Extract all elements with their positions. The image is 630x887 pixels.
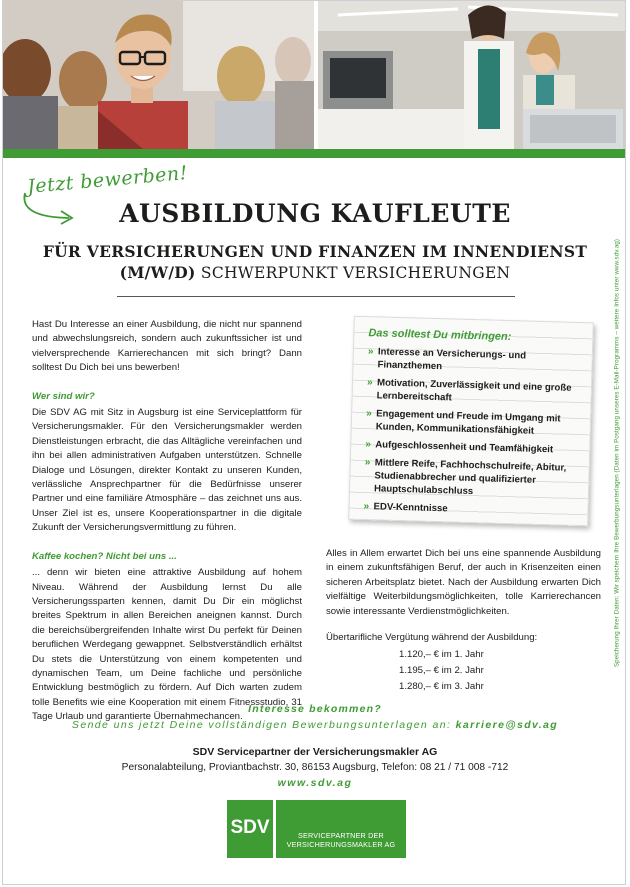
left-column [32, 318, 302, 739]
bullet-icon: » [366, 408, 372, 420]
header-accent-bar [3, 149, 626, 158]
summary-paragraph: Alles in Allem erwartet Dich bei uns eine spannende Ausbildung in einem zukunftsfähigen Beruf, der auch in Krisenzeiten einen sicheren Arbeitsplatz bietet. Nach der Ausbildung erwarten Dich vielfältige Weiterbildungsmöglichkeiten, tolle Karrierechancen sowie interessante Verdienstmöglichkeiten. [326, 548, 601, 617]
website-link[interactable]: www.sdv.ag [277, 777, 353, 789]
job-subtitle-line1: FÜR VERSICHERUNGEN UND FINANZEN IM INNENDIENST [42, 242, 588, 261]
cta-text: Sende uns jetzt Deine vollständigen Bewerbungsunterlagen an: karriere@sdv.ag [71, 719, 559, 731]
pay-intro: Übertarifliche Vergütung während der Ausbildung: [326, 632, 538, 644]
right-column [326, 547, 601, 695]
pay-year-1: 1.120,– € im 1. Jahr [399, 649, 484, 661]
requirement-item: » Motivation, Zuverlässigkeit und eine große Lernbereitschaft [366, 377, 572, 404]
pay-year-2: 1.195,– € im 2. Jahr [399, 665, 484, 677]
requirement-item: » Interesse an Versicherungs- und Finanzthemen [367, 346, 527, 373]
requirements-note [348, 316, 594, 527]
bullet-icon: » [364, 457, 371, 469]
bullet-icon: » [365, 439, 372, 451]
header-photo-trainees [3, 1, 314, 149]
requirement-item: » Mittlere Reife, Fachhochschulreife, Abitur, Studienabbrecher und qualifizierter Hauptschulabschluss [364, 457, 567, 498]
page-title: AUSBILDUNG KAUFLEUTE [119, 199, 511, 228]
job-subtitle-line2 [3, 263, 626, 282]
company-name: SDV Servicepartner der Versicherungsmakler AG [192, 746, 438, 758]
training-paragraph: ... denn wir bieten eine attraktive Ausbildung auf hohem Niveau. Während der Ausbildung lernst Du alle Versicherungssparten kennen, damit Du Dir ein möglichst breites Spektrum in allen Bereichen aneignen kannst. Durch die bereichsübergreifenden Inhalte wirst Du perfekt für Deinen beruflichen Werdegang gewappnet. Selbstverständlich erhältst Du stets die Unterstützung von einem kompetenten und dynamischen Team, um Deine fachliche und persönliche Entwicklung bestmöglich zu fördern. Auf Dich warten zudem tolle Benefits wie eine Kooperation mit einem Fitnessstudio, 31 Tage Urlaub und garantierte Übernahmechancen. [32, 567, 302, 723]
section-heading-training: Kaffee kochen? Nicht bei uns ... [32, 550, 177, 562]
cta-heading: Interesse bekommen? [248, 703, 382, 715]
company-address: Personalabteilung, Proviantbachstr. 30, 86153 Augsburg, Telefon: 08 21 / 71 008 -712 [121, 762, 509, 773]
email-link[interactable]: karriere@sdv.ag [455, 719, 559, 731]
logo-tagline: SERVICEPARTNER DER VERSICHERUNGSMAKLER AG [276, 800, 406, 858]
requirement-item: » Engagement und Freude im Umgang mit Kunden, Kommunikationsfähigkeit [366, 408, 561, 437]
focus-area: SCHWERPUNKT VERSICHERUNGEN [195, 264, 511, 282]
about-paragraph: Die SDV AG mit Sitz in Augsburg ist eine Serviceplattform für Versicherungsmakler. Für den Versicherungsmakler werden Dienstleistungen erbracht, die das Alltägliche vereinfachen und ihn bei allen administrativen Aufgaben unterstützen. Schnelle Dialoge und Lösungen, direkter Kontakt zu unseren Kunden, verlässliche Ansprechpartner für die Bedürfnisse unserer Partner und eine familiäre Atmosphäre – das zeichnet uns aus. Unser Ziel ist es, unsere Kooperationspartner in die digitale Zukunft der Versicherungsvermittlung zu führen. [32, 407, 302, 534]
bullet-icon: » [363, 501, 370, 513]
requirement-item: » Aufgeschlossenheit und Teamfähigkeit [365, 439, 554, 456]
title-divider [117, 296, 515, 297]
intro-paragraph: Hast Du Interesse an einer Ausbildung, die nicht nur spannend und abwechslungsreich, sondern auch zukunftssicher ist und vielversprechende Karrierechancen mit sich bringt? Dann solltest Du Dich bei uns bewerben! [32, 319, 302, 374]
requirement-item: » EDV-Kenntnisse [363, 501, 448, 515]
bullet-icon: » [367, 346, 374, 358]
requirements-heading: Das solltest Du mitbringen: [368, 327, 512, 344]
bullet-icon: » [366, 377, 373, 389]
apply-now-tagline: Jetzt bewerben! [26, 162, 189, 198]
trainees-illustration [3, 1, 314, 149]
gender-note: (M/W/D) [119, 263, 196, 282]
sdv-logo: SDV [227, 800, 273, 858]
job-ad-flyer: Jetzt bewerben! AUSBILDUNG KAUFLEUTE FÜR VERSICHERUNGEN UND FINANZEN IM INNENDIENST (M/W/D) SCHWERPUNKT VERSICHERUNGEN Hast Du Interesse an einer Ausbildung, die nicht nur spannend und abwechslungsreich, sondern auch zukunftssicher ist und vielversprechende Karrierechancen mit sich bringt? Dann solltest Du Dich bei uns bewerben! Wer sind wir? Die SDV AG mit Sitz in Augsburg ist eine Serviceplattform für Versicherungsmakler. Für den Versicherungsmakler werden Dienstleistungen erbracht, die das Alltägliche vereinfachen und ihn bei allen administrativen Aufgaben unterstützen. Schnelle Dialoge und Lösungen, direkter Kontakt zu unseren Kunden, verlässliche Ansprechpartner für die Bedürfnisse unserer Partner und eine familiäre Atmosphäre – das zeichnet uns aus. Unser Ziel ist es, unsere Kooperationspartner in die digitale Zukunft der Versicherungsvermittlung zu führen. Kaffee kochen? Nicht bei uns ... ... denn wir bieten eine attraktive Ausbildung auf hohem Niveau. Während der Ausbildung lernst Du alle Versicherungssparten kennen, damit Du Dir ein möglichst breites Spektrum in allen Bereichen aneignen kannst. Durch die bereichsübergreifenden Inhalte wirst Du perfekt für Deinen beruflichen Werdegang gewappnet. Selbstverständlich erhältst Du stets die Unterstützung von einem kompetenten und dynamischen Team, um Deine fachliche und persönliche Entwicklung bestmöglich zu fördern. Auf Dich warten zudem tolle Benefits wie eine Kooperation mit einem Fitnessstudio, 31 Tage Urlaub und garantierte Übernahmechancen. Das solltest Du mitbringen: » Interesse an Versicherungs- und Finanzthemen » Motivation, Zuverlässigkeit und eine große Lernbereitschaft » Engagement und Freude im Umgang mit Kunden, Kommunikationsfähigkeit » Aufgeschlossenheit und Teamfähigkeit » Mittlere Reife, Fachhochschulreife, Abitur, Studienabbrecher und qualifizierter Hauptschulabschluss » EDV-Kenntnisse Alles in Allem erwartet Dich bei uns eine spannende Ausbildung in einem zukunftsfähigen Beruf, der auch in Krisenzeiten einen sicheren Arbeitsplatz bietet. Nach der Ausbildung erwarten Dich vielfältige Weiterbildungsmöglichkeiten, tolle Karrierechancen sowie interessante Verdienstmöglichkeiten. Übertarifliche Vergütung während der Ausbildung: 1.120,– € im 1. Jahr 1.195,– € im 2. Jahr 1.280,– € im 3. Jahr Speicherung Ihrer Daten: Wir speichern Ihre Bewerbungsunterlagen (Daten im Postgang unseres E-Mail-Programms – weitere Infos unter www.sdv.ag) Interesse bekommen? Sende uns jetzt Deine vollständigen Bewerbungsunterlagen an: karriere@sdv.ag SDV Servicepartner der Versicherungsmakler AG Personalabteilung, Proviantbachstr. 30, 86153 Augsburg, Telefon: 08 21 / 71 008 -712 www.sdv.ag SDV SERVICEPARTNER DER VERSICHERUNGSMAKLER AG [2, 0, 626, 885]
pay-year-3: 1.280,– € im 3. Jahr [399, 681, 484, 693]
section-heading-about: Wer sind wir? [32, 390, 95, 402]
office-illustration [318, 1, 626, 149]
header-photo-office [318, 1, 626, 149]
